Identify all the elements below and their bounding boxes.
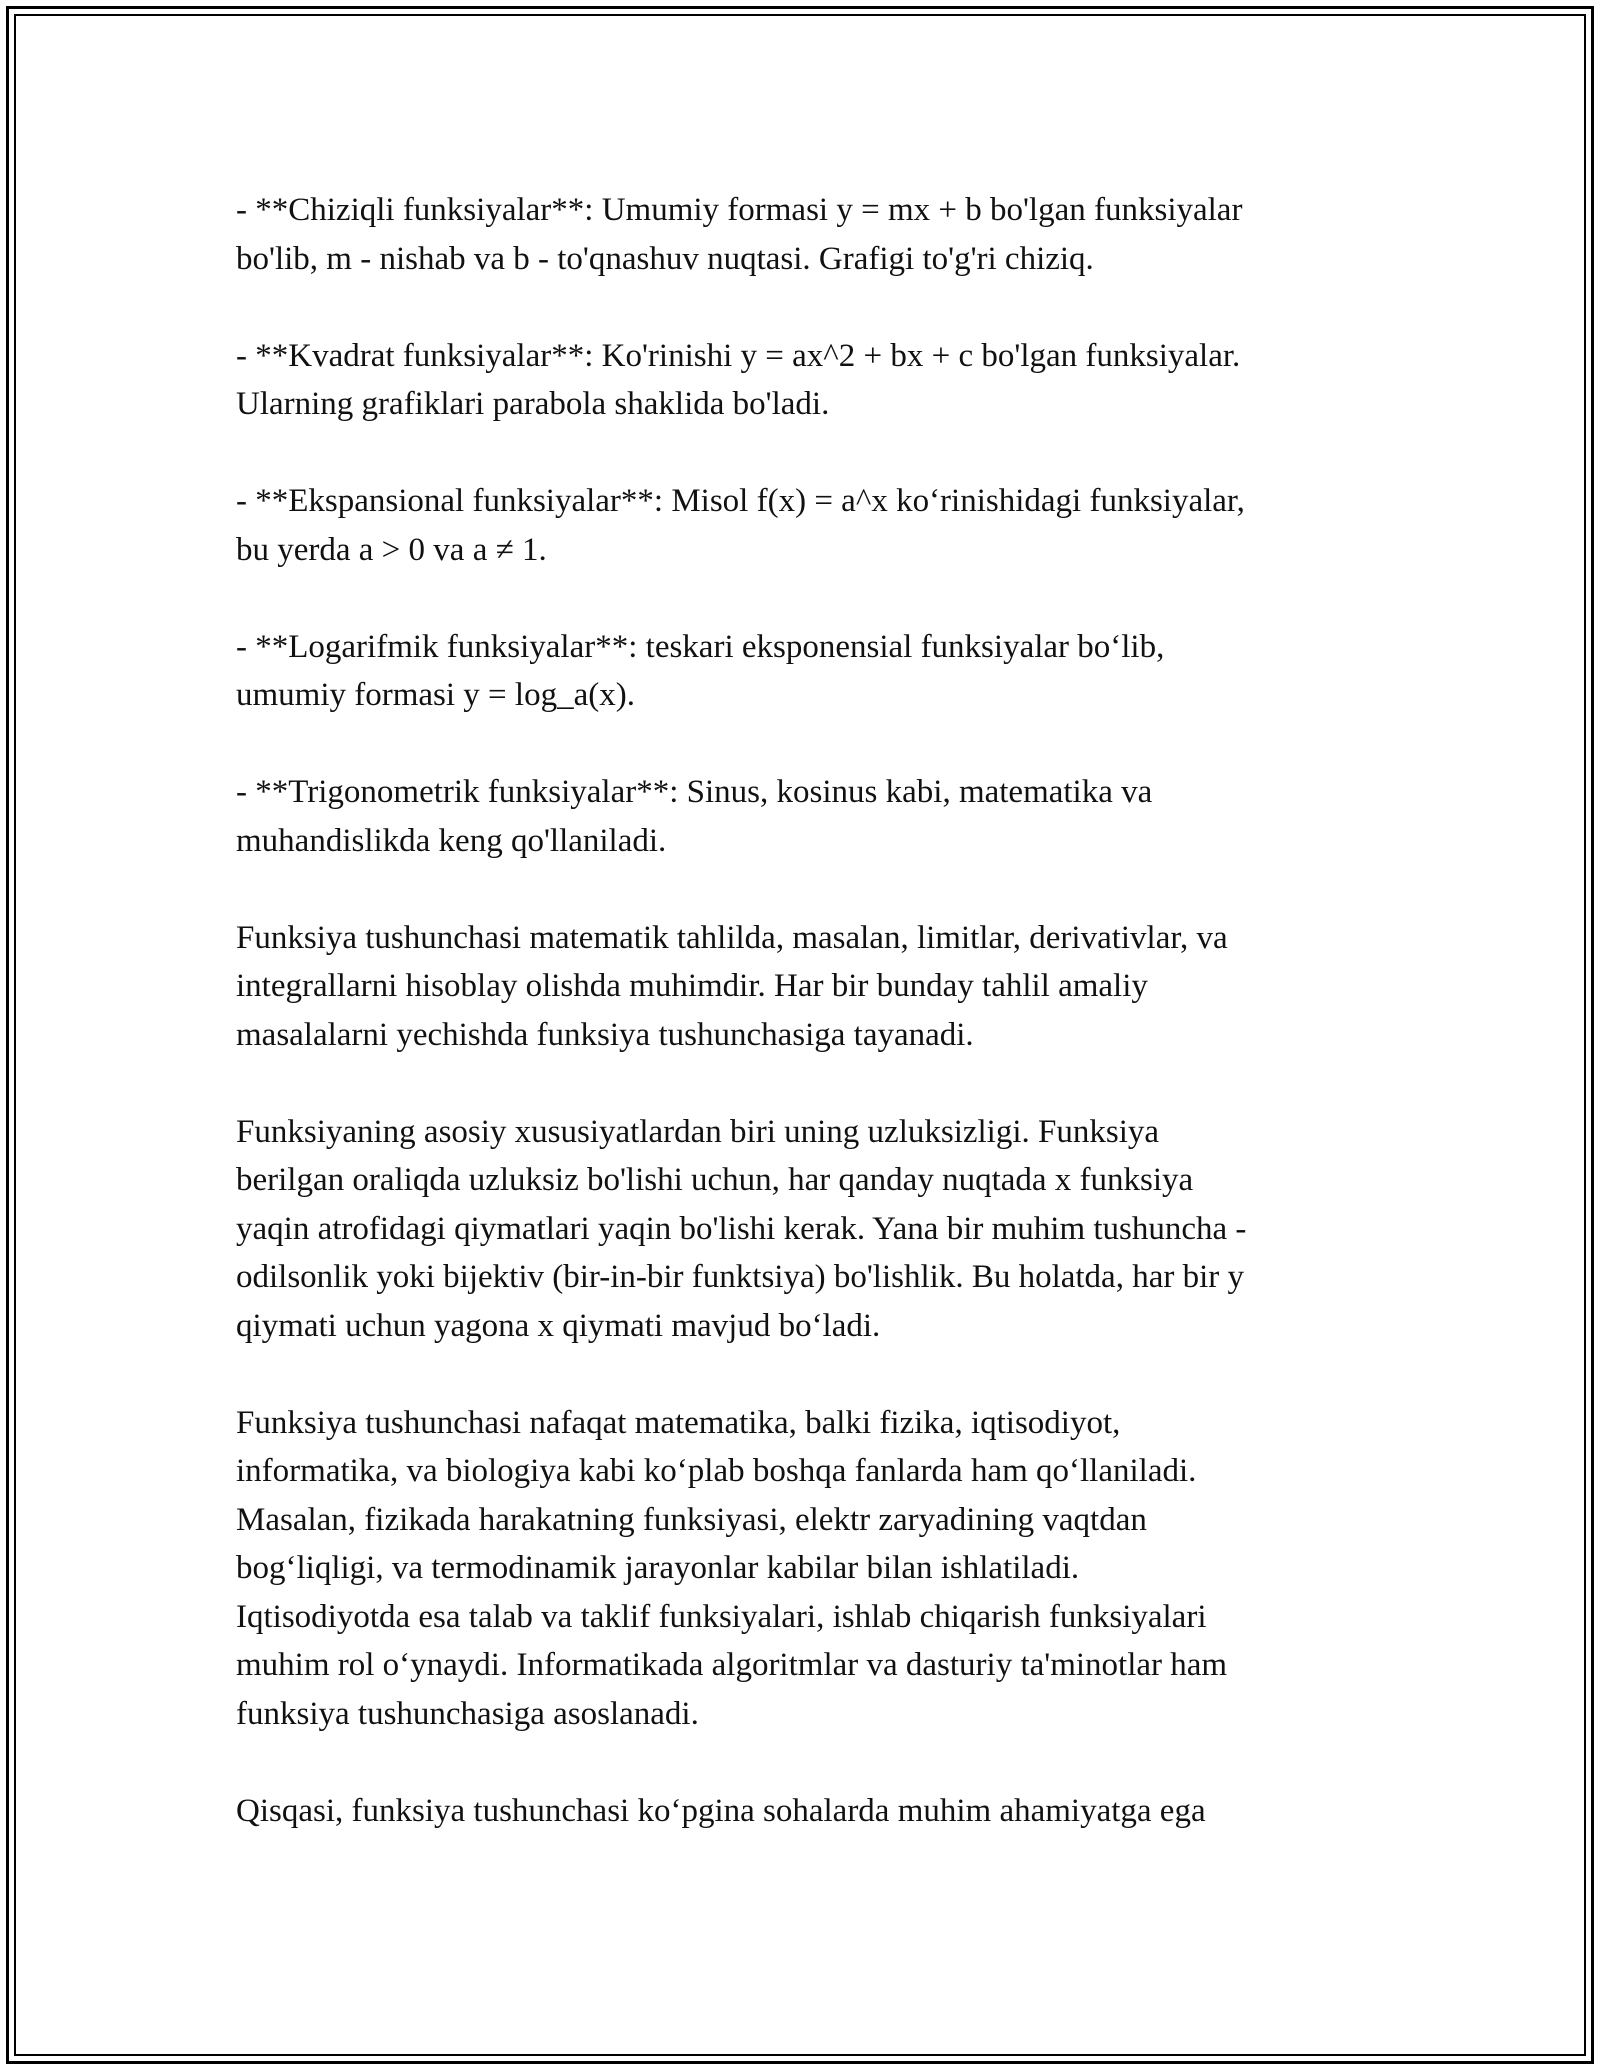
text-line: berilgan oraliqda uzluksiz bo'lishi uchun, har qanday nuqtada x funksiya — [236, 1162, 1194, 1198]
text-line: masalalarni yechishda funksiya tushunchasiga tayanadi. — [236, 1016, 974, 1053]
text-line: funksiya tushunchasiga asoslanadi. — [236, 1695, 699, 1732]
paragraph-quadratic-functions — [236, 332, 1376, 429]
text-line: yaqin atrofidagi qiymatlari yaqin bo'lishi kerak. Yana bir muhim tushuncha - — [236, 1210, 1247, 1247]
text-line: odilsonlik yoki bijektiv (bir-in-bir funktsiya) bo'lishlik. Bu holatda, har bir y — [236, 1259, 1244, 1295]
paragraph-trigonometric-functions — [236, 768, 1376, 865]
text-line: bu yerda a > 0 va a ≠ 1. — [236, 531, 547, 568]
paragraph-exponential-functions — [236, 477, 1376, 574]
document-body — [236, 186, 1376, 1884]
text-line: - **Trigonometrik funksiyalar**: Sinus, kosinus kabi, matematika va — [236, 774, 1153, 810]
paragraph-logarithmic-functions — [236, 623, 1376, 720]
text-line: Masalan, fizikada harakatning funksiyasi, elektr zaryadining vaqtdan — [236, 1501, 1147, 1538]
text-line: Ularning grafiklari parabola shaklida bo'ladi. — [236, 386, 830, 422]
text-line: - **Chiziqli funksiyalar**: Umumiy formasi y = mx + b bo'lgan funksiyalar — [236, 192, 1243, 228]
text-line: Qisqasi, funksiya tushunchasi ko‘pgina sohalarda muhim ahamiyatga ega — [236, 1792, 1206, 1829]
paragraph-linear-functions — [236, 186, 1376, 283]
paragraph-continuity — [236, 1108, 1376, 1351]
text-line: Funksiyaning asosiy xususiyatlardan biri uning uzluksizligi. Funksiya — [236, 1113, 1160, 1150]
text-line: muhandislikda keng qo'llaniladi. — [236, 822, 667, 859]
text-line: muhim rol o‘ynaydi. Informatikada algoritmlar va dasturiy ta'minotlar ham — [236, 1647, 1228, 1683]
text-line: umumiy formasi y = log_a(x). — [236, 677, 635, 713]
text-line: Funksiya tushunchasi matematik tahlilda, masalan, limitlar, derivativlar, va — [236, 919, 1228, 956]
text-line: bo'lib, m - nishab va b - to'qnashuv nuqtasi. Grafigi to'g'ri chiziq. — [236, 240, 1094, 277]
text-line: Iqtisodiyotda esa talab va taklif funksiyalari, ishlab chiqarish funksiyalari — [236, 1598, 1207, 1635]
text-line: - **Kvadrat funksiyalar**: Ko'rinishi y = ax^2 + bx + c bo'lgan funksiyalar. — [236, 337, 1241, 374]
text-line: integrallarni hisoblay olishda muhimdir. Har bir bunday tahlil amaliy — [236, 968, 1148, 1004]
text-line: - **Ekspansional funksiyalar**: Misol f(x) = a^x ko‘rinishidagi funksiyalar, — [236, 483, 1245, 519]
text-line: informatika, va biologiya kabi ko‘plab boshqa fanlarda ham qo‘llaniladi. — [236, 1453, 1197, 1489]
text-line: bog‘liqligi, va termodinamik jarayonlar kabilar bilan ishlatiladi. — [236, 1550, 1080, 1586]
text-line: - **Logarifmik funksiyalar**: teskari eksponensial funksiyalar bo‘lib, — [236, 628, 1165, 665]
paragraph-analysis — [236, 914, 1376, 1060]
paragraph-summary — [236, 1787, 1376, 1836]
text-line: qiymati uchun yagona x qiymati mavjud bo‘ladi. — [236, 1307, 881, 1344]
text-line: Funksiya tushunchasi nafaqat matematika, balki fizika, iqtisodiyot, — [236, 1404, 1121, 1441]
paragraph-applications — [236, 1399, 1376, 1739]
